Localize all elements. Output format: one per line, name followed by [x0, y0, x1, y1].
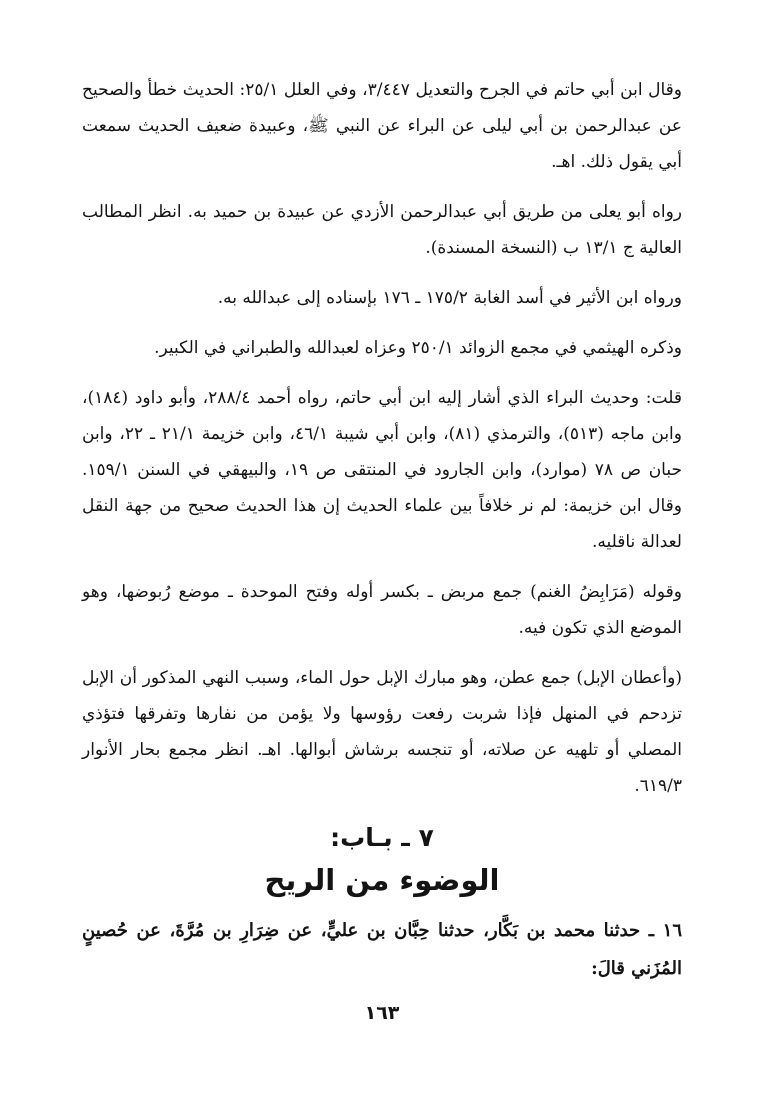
paragraph-ibn-al-athir: ورواه ابن الأثير في أسد الغابة ١٧٥/٢ ـ ١٧٦ بإسناده إلى عبدالله به.	[217, 288, 682, 308]
hadith-isnad: ١٦ ـ حدثنا محمد بن بَكَّار، حدثنا حِبَّان بن عليٍّ، عن ضِرَارِ بن مُرَّةَ، عن حُصينٍ المُزَني قالَ:	[82, 920, 682, 979]
paragraph-aatan: (وأعطان الإبل) جمع عطن، وهو مبارك الإبل حول الماء، وسبب النهي المذكور أن الإبل تزدحم في المنهل فإذا شربت رفعت رؤوسها ولا يؤمن من نفارها وتفرقها فتؤذي المصلي أو تلهيه عن صلاته، أو تنجسه برشاش أبوالها. اهـ. انظر مجمع بحار الأنوار ٦١٩/٣.	[82, 668, 682, 796]
chapter-label: ٧ ـ بـاب:	[330, 823, 434, 852]
paragraph-abu-yala: رواه أبو يعلى من طريق أبي عبدالرحمن الأزدي عن عبيدة بن حميد به. انظر المطالب العالية ج ١٣/١ ب (النسخة المسندة).	[82, 202, 682, 258]
paragraph-haythami: وذكره الهيثمي في مجمع الزوائد ٢٥٠/١ وعزاه لعبدالله والطبراني في الكبير.	[154, 338, 682, 358]
paragraph-ibn-abi-hatim: وقال ابن أبي حاتم في الجرح والتعديل ٣/٤٤٧، وفي العلل ٢٥/١: الحديث خطأ والصحيح عن عبدالرحمن بن أبي ليلى عن البراء عن النبي ﷺ، وعبيدة ضعيف الحديث سمعت أبي يقول ذلك. اهـ.	[82, 80, 682, 172]
page-number: ١٦٣	[364, 1002, 400, 1024]
page-body	[82, 72, 682, 988]
paragraph-marabid: وقوله (مَرَابِضُ الغنم) جمع مربض ـ بكسر أوله وفتح الموحدة ـ موضع رُبوضها، وهو الموضع الذي تكون فيه.	[82, 582, 682, 638]
chapter-title: الوضوء من الريح	[264, 863, 500, 897]
paragraph-qult-bara: قلت: وحديث البراء الذي أشار إليه ابن أبي حاتم، رواه أحمد ٢٨٨/٤، وأبو داود (١٨٤)، وابن ماجه (٥١٣)، والترمذي (٨١)، وابن أبي شيبة ٤٦/١، وابن خزيمة ٢١/١ ـ ٢٢، وابن حبان ص ٧٨ (موارد)، وابن الجارود في المنتقى ص ١٩، والبيهقي في السنن ١٥٩/١. وقال ابن خزيمة: لم نر خلافاً بين علماء الحديث إن هذا الحديث صحيح من جهة النقل لعدالة ناقليه.	[82, 388, 682, 552]
